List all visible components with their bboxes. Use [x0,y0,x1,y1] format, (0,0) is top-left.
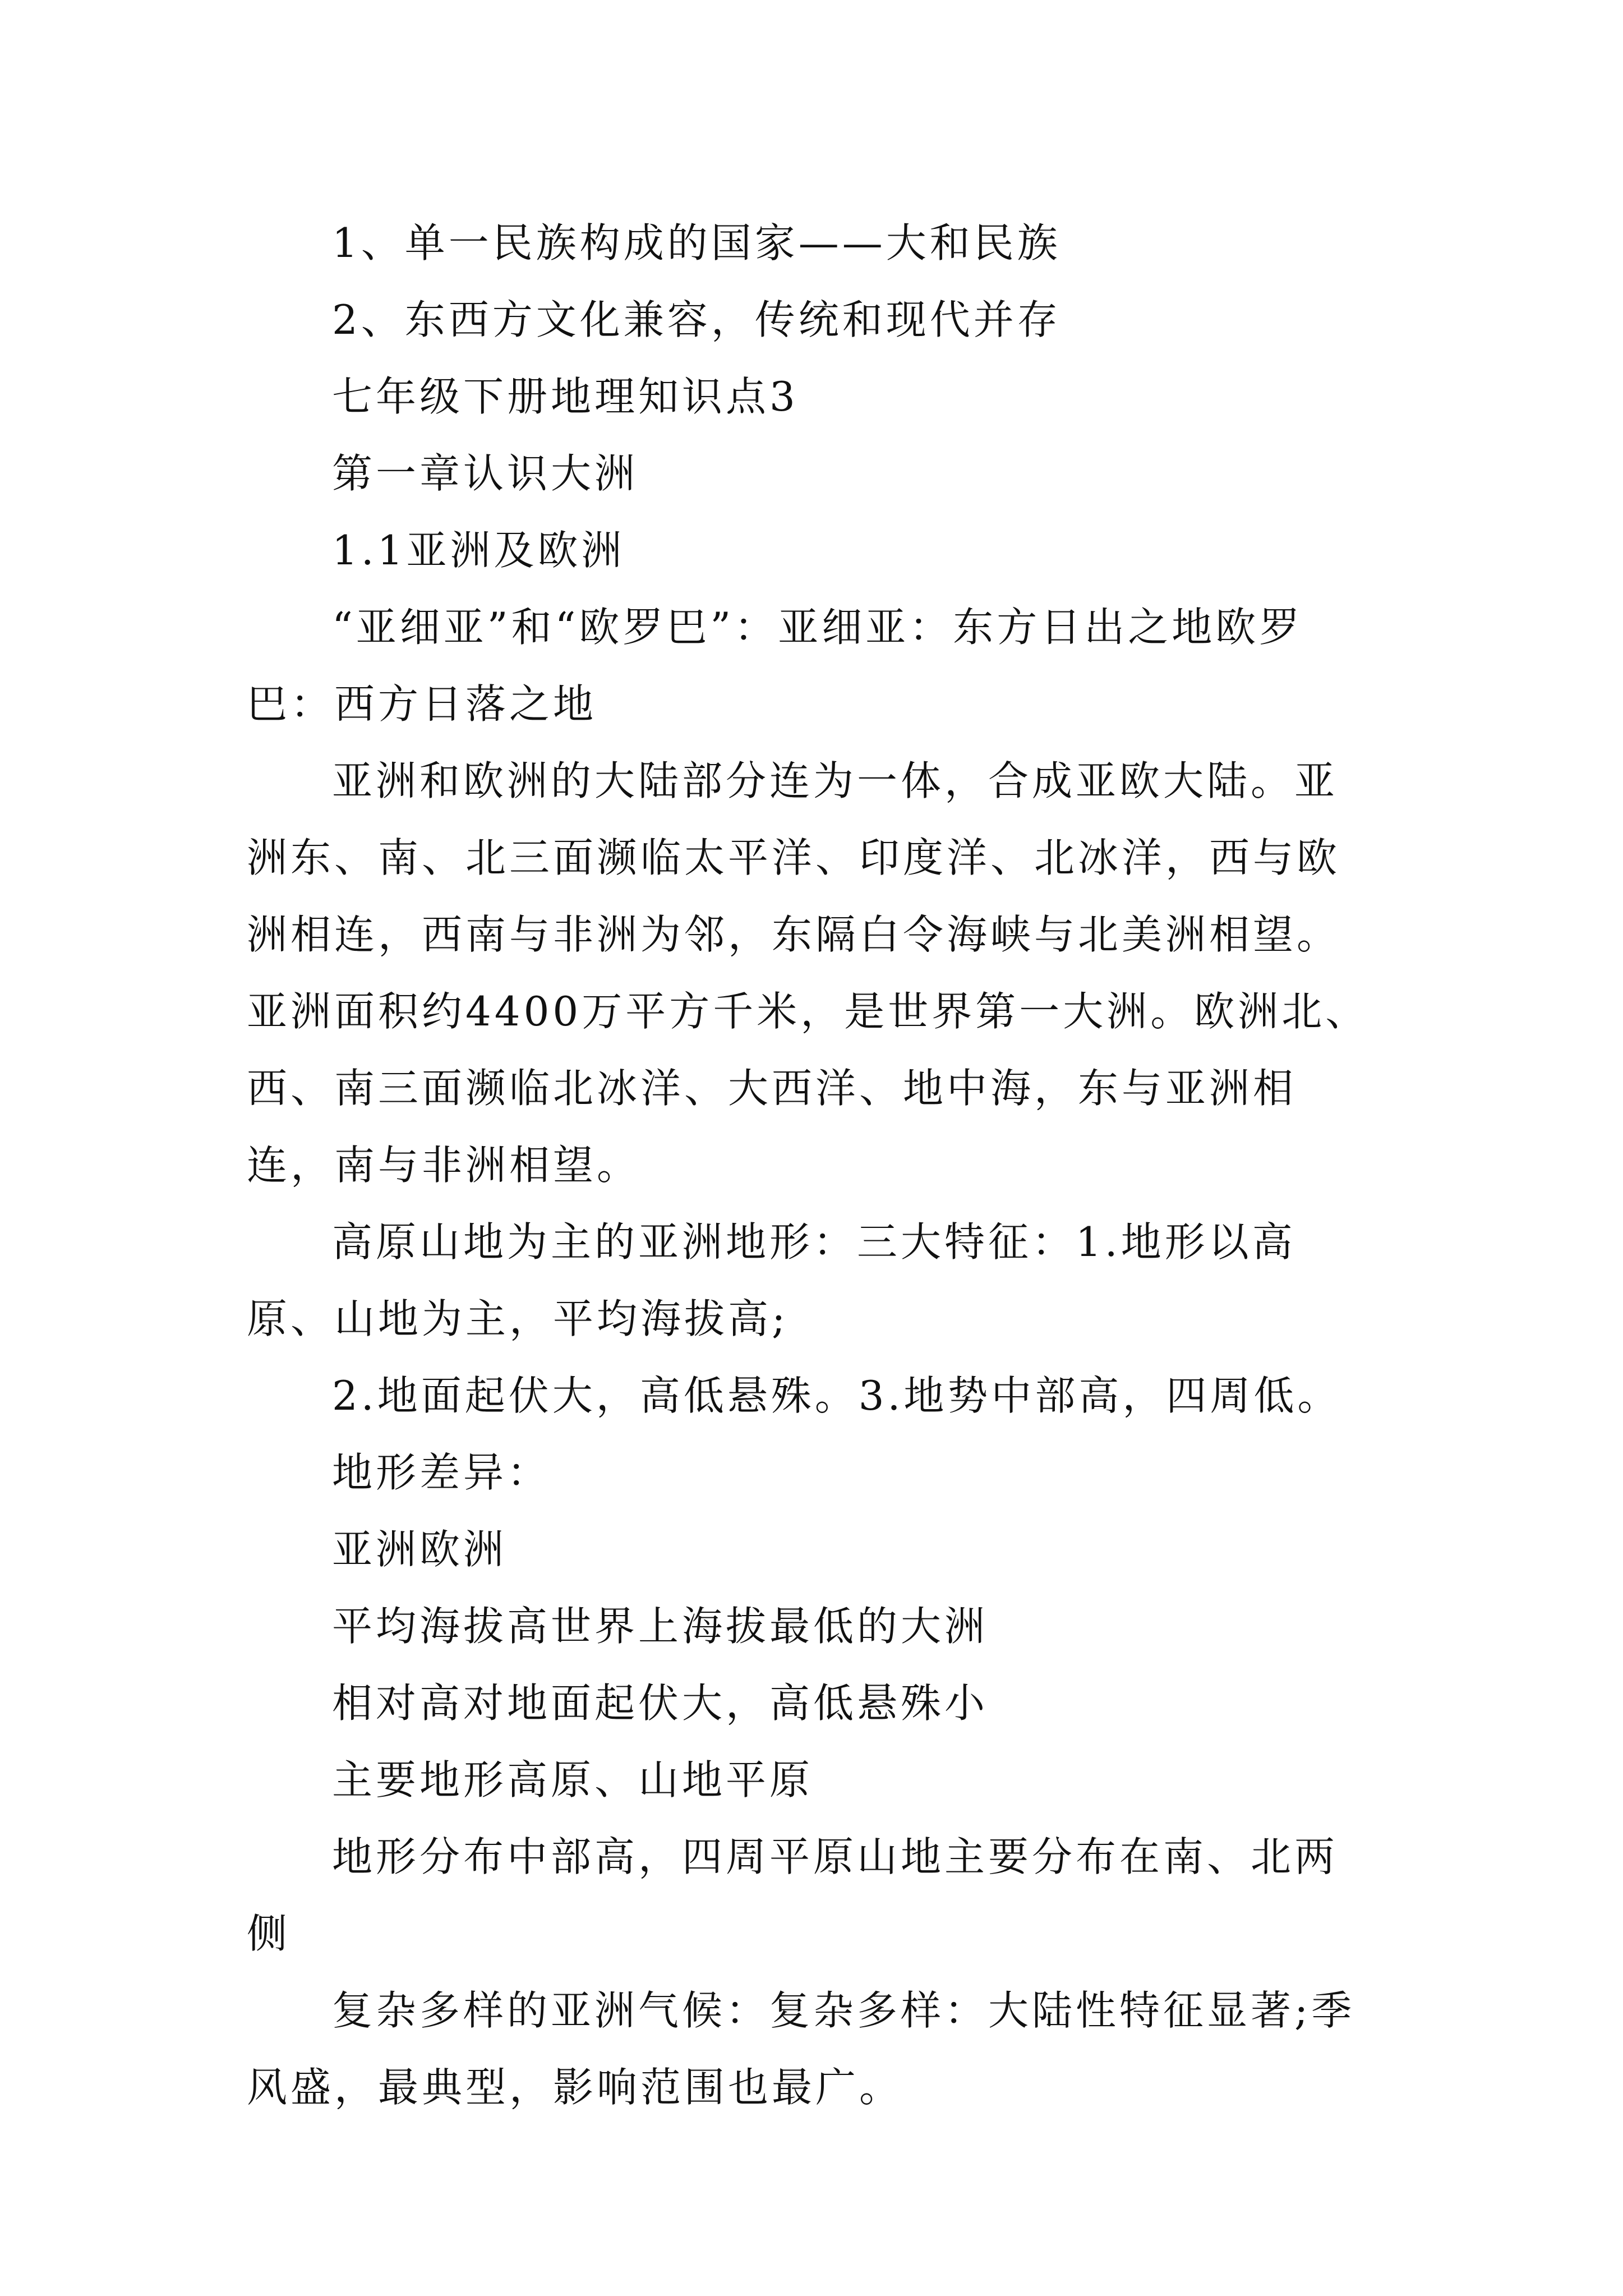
chapter-heading: 第一章认识大洲 [332,450,639,497]
table-line: 相对高对地面起伏大，高低悬殊小 [332,1680,989,1727]
paragraph: “亚细亚”和“欧罗巴”：亚细亚：东方日出之地欧罗巴：西方日落之地 [247,604,1303,728]
paragraph: 2、东西方文化兼容，传统和现代并存 [332,296,1061,343]
table-line: 地形分布中部高，四周平原山地主要分布在南、北两侧 [247,1833,1339,1957]
table-line: 主要地形高原、山地平原 [332,1756,814,1803]
section-heading: 七年级下册地理知识点3 [332,373,799,420]
paragraph: 复杂多样的亚洲气候：复杂多样：大陆性特征显著;季风盛，最典型，影响范围也最广。 [247,1987,1355,2111]
table-line: 平均海拔高世界上海拔最低的大洲 [332,1603,989,1650]
subsection-heading: 1.1亚洲及欧洲 [332,527,625,574]
paragraph: 亚洲和欧洲的大陆部分连为一体，合成亚欧大陆。亚洲东、南、北三面濒临太平洋、印度洋、北冰洋，西与欧洲相连，西南与非洲为邻，东隔白令海峡与北美洲相望。亚洲面积约4400万平方千米，是世界第一大洲。欧洲北、西、南三面濒临北冰洋、大西洋、地中海，东与亚洲相连，南与非洲相望。 [247,757,1370,1189]
paragraph: 1、单一民族构成的国家——大和民族 [332,219,1061,266]
paragraph: 高原山地为主的亚洲地形：三大特征：1.地形以高原、山地为主，平均海拔高; [247,1218,1296,1342]
table-line: 亚洲欧洲 [332,1526,508,1573]
document-body [247,205,1380,2126]
paragraph: 2.地面起伏大，高低悬殊。3.地势中部高，四周低。 [332,1372,1341,1419]
paragraph: 地形差异： [332,1449,551,1496]
